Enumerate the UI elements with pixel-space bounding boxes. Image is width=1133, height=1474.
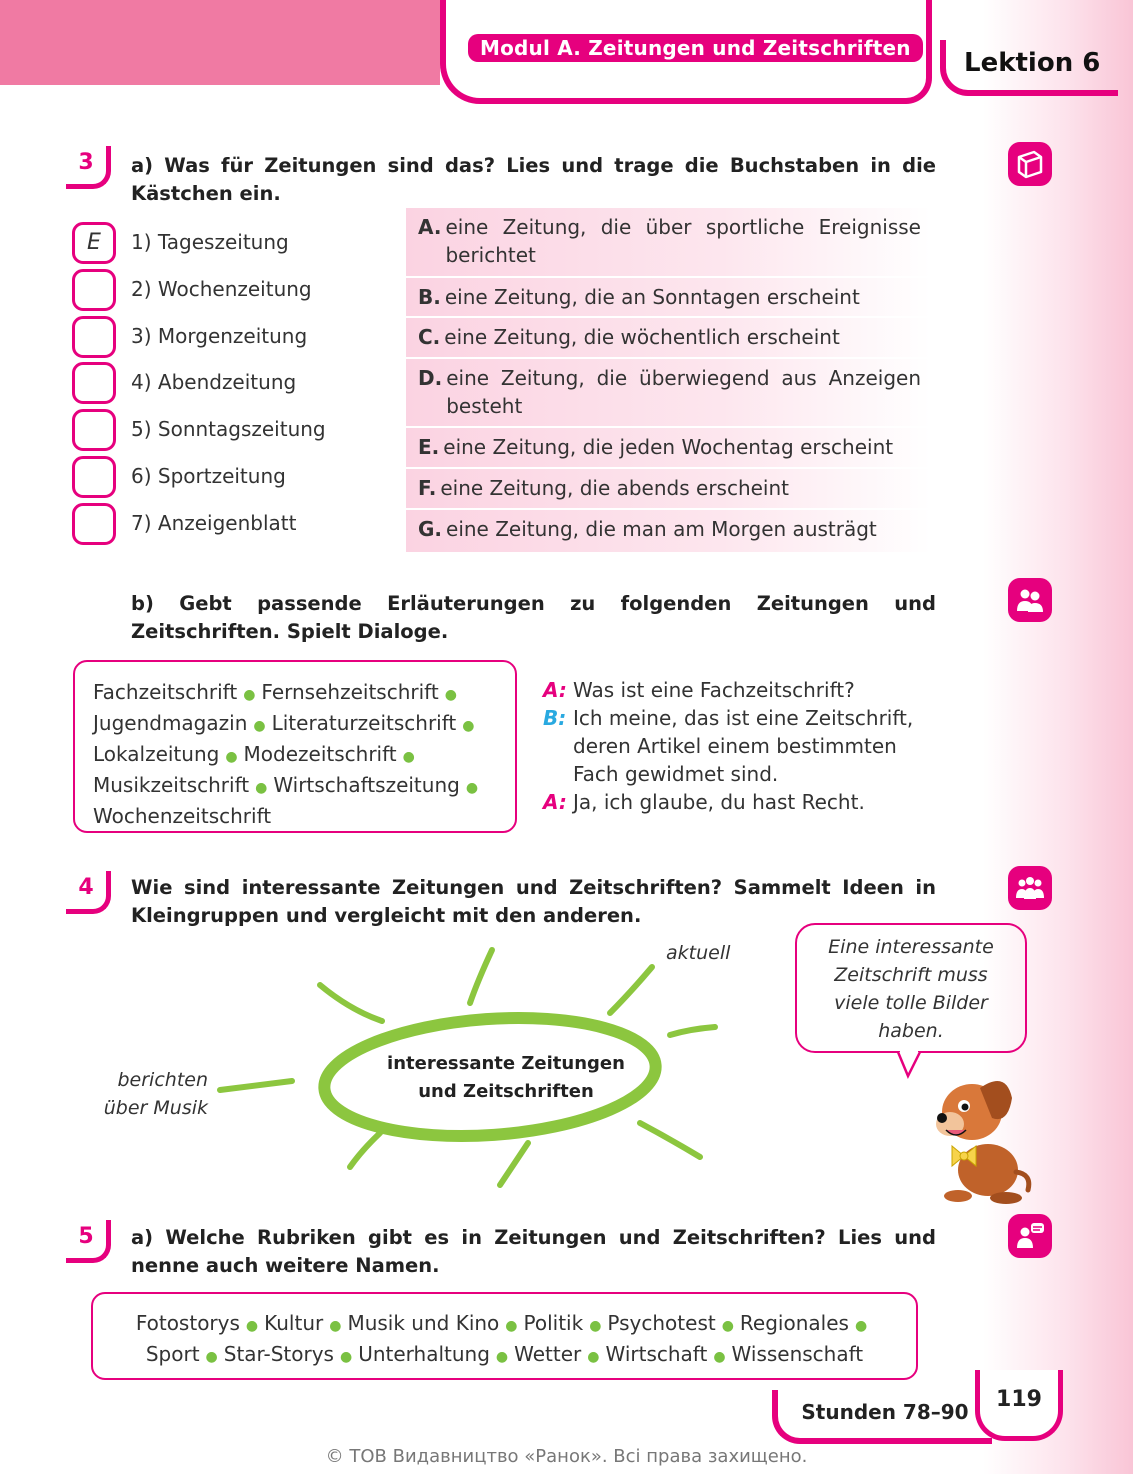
rubrik-word: Wissenschaft [731, 1342, 864, 1366]
dialog-line [543, 760, 778, 788]
magazine-word: Fachzeitschrift [93, 680, 238, 704]
answer-box[interactable] [72, 269, 116, 311]
bullet-dot: ● [713, 1349, 726, 1365]
pair-icon [1008, 578, 1052, 622]
bubble-line: haben. [878, 1020, 944, 1042]
definition-row [406, 428, 931, 469]
magazine-word: Jugendmagazin [93, 711, 248, 735]
rubrik-word: Unterhaltung [358, 1342, 490, 1366]
bullet-dot: ● [225, 749, 238, 765]
magazine-word: Lokalzeitung [93, 742, 220, 766]
word-line [93, 771, 497, 802]
definition-row [406, 510, 931, 554]
exercise-heading: Wie sind interessante Zeitungen und Zeitschriften? Sammelt Ideen in Kleingruppen und vergleicht mit den anderen. [131, 876, 936, 927]
center-line: interessante Zeitungen [387, 1053, 625, 1074]
label-line: über Musik [103, 1097, 208, 1119]
definition-letter: E. [418, 435, 440, 459]
word-line [93, 740, 497, 771]
stunden-label: Stunden 78–90 [772, 1390, 992, 1444]
bullet-dot: ● [495, 1349, 509, 1365]
dialog-line [543, 788, 865, 816]
dialog-line [543, 676, 855, 704]
bullet-dot: ● [587, 1349, 600, 1365]
exercise-heading: a) Welche Rubriken gibt es in Zeitungen und Zeitschriften? Lies und nenne auch weitere Namen. [131, 1226, 936, 1277]
exercise-number: 4 [66, 871, 111, 914]
mind-map-label: aktuell [666, 942, 731, 964]
right-margin-band [983, 0, 1133, 1474]
exercise-heading: a) Was für Zeitungen sind das? Lies und trage die Buchstaben in die Kästchen ein. [131, 154, 936, 205]
module-title: Modul A. Zeitungen und Zeitschriften [468, 34, 923, 62]
word-line [93, 709, 497, 740]
definition-letter: F. [418, 476, 437, 500]
rubrik-row [93, 1309, 916, 1340]
definition-text: eine Zeitung, die überwiegend aus Anzeigen besteht [446, 366, 921, 418]
group-icon [1008, 866, 1052, 910]
definition-row [406, 359, 931, 428]
newspaper-type: 2) Wochenzeitung [131, 276, 312, 301]
bullet-dot: ● [205, 1349, 218, 1365]
magazine-word: Fernsehzeitschrift [261, 680, 439, 704]
bullet-dot: ● [854, 1318, 868, 1334]
word-line [93, 678, 497, 709]
bullet-dot: ● [339, 1349, 353, 1365]
newspaper-type: 4) Abendzeitung [131, 370, 297, 395]
rubrik-row [93, 1340, 916, 1371]
definition-text: eine Zeitung, die jeden Wochentag erscheint [443, 435, 894, 459]
definition-row [406, 469, 931, 510]
rubrik-word: Regionales [739, 1311, 849, 1335]
bullet-dot: ● [329, 1318, 342, 1334]
talk-icon [1008, 1214, 1052, 1258]
dialog-line [543, 732, 897, 760]
newspaper-type: 1) Tageszeitung [131, 230, 289, 254]
label-line: berichten [117, 1069, 208, 1091]
rubrik-box [91, 1292, 918, 1380]
answer-box[interactable]: E [72, 222, 116, 264]
mind-map-center [380, 1050, 632, 1106]
definition-letter: B. [418, 285, 441, 309]
bullet-dot: ● [589, 1318, 602, 1334]
exercise-number: 3 [66, 146, 111, 189]
dialog-text: Ich meine, das ist eine Zeitschrift, [573, 706, 914, 730]
book-icon [1008, 142, 1052, 186]
answer-box[interactable] [72, 409, 116, 451]
bullet-dot: ● [255, 780, 268, 796]
top-pink-band [0, 0, 440, 85]
newspaper-type: 5) Sonntagszeitung [131, 417, 326, 442]
bullet-dot: ● [721, 1318, 734, 1334]
definition-letter: C. [418, 325, 441, 349]
bullet-dot: ● [465, 780, 479, 796]
exercise-heading-b: b) Gebt passende Erläuterungen zu folgenden Zeitungen und Zeitschriften. Spielt Dialoge. [131, 592, 936, 643]
definition-letter: G. [418, 517, 443, 541]
rubrik-word: Psychotest [607, 1311, 716, 1335]
newspaper-type: 6) Sportzeitung [131, 464, 286, 488]
answer-box[interactable] [72, 362, 116, 404]
definition-letter: A. [418, 215, 442, 239]
answer-box[interactable] [72, 456, 116, 498]
definition-row [406, 208, 931, 278]
bullet-dot: ● [243, 687, 256, 703]
center-line: und Zeitschriften [418, 1081, 594, 1102]
copyright: © ТОВ Видавництво «Ранок». Всі права захищено. [325, 1446, 808, 1467]
bullet-dot: ● [253, 718, 266, 734]
dog-illustration [928, 1062, 1038, 1204]
word-line [93, 802, 497, 830]
definition-text: eine Zeitung, die an Sonntagen erscheint [444, 285, 860, 309]
definition-text: eine Zeitung, die man am Morgen austrägt [446, 517, 877, 541]
bubble-line: Eine interessante [828, 936, 994, 958]
answer-box[interactable] [72, 503, 116, 545]
answer-box[interactable] [72, 316, 116, 358]
bubble-line: viele tolle Bilder [834, 992, 988, 1014]
magazine-word: Wochenzeitschrift [93, 804, 272, 828]
lesson-label: Lektion 6 [940, 40, 1118, 96]
speaker-label: A: [543, 678, 567, 702]
rubrik-word: Sport [145, 1342, 200, 1366]
definition-row [406, 278, 931, 318]
bullet-dot: ● [402, 749, 415, 765]
dialog-text: Fach gewidmet sind. [573, 762, 779, 786]
exercise-number: 5 [66, 1220, 111, 1263]
rubrik-word: Politik [523, 1311, 584, 1335]
speaker-label: A: [543, 790, 567, 814]
word-box [73, 660, 517, 833]
bullet-dot: ● [245, 1318, 259, 1334]
magazine-word: Literaturzeitschrift [271, 711, 457, 735]
definition-letter: D. [418, 366, 443, 390]
rubrik-word: Musik und Kino [347, 1311, 500, 1335]
bullet-dot: ● [444, 687, 457, 703]
magazine-word: Wirtschaftszeitung [273, 773, 460, 797]
definition-text: eine Zeitung, die abends erscheint [440, 476, 790, 500]
definition-row [406, 318, 931, 359]
bullet-dot: ● [505, 1318, 518, 1334]
rubrik-word: Wirtschaft [605, 1342, 708, 1366]
rubrik-word: Star-Storys [223, 1342, 334, 1366]
page-number: 119 [975, 1370, 1063, 1441]
dialog-text: Ja, ich glaube, du hast Recht. [573, 790, 865, 814]
speaker-label: B: [543, 706, 567, 730]
mind-map-label [60, 1066, 208, 1122]
magazine-word: Musikzeitschrift [93, 773, 250, 797]
speech-bubble [795, 923, 1027, 1053]
rubrik-word: Kultur [264, 1311, 324, 1335]
magazine-word: Modezeitschrift [243, 742, 397, 766]
newspaper-type: 7) Anzeigenblatt [131, 510, 297, 535]
rubrik-word: Wetter [514, 1342, 582, 1366]
definition-text: eine Zeitung, die wöchentlich erscheint [444, 325, 840, 349]
definition-text: eine Zeitung, die über sportliche Ereignisse berichtet [445, 215, 921, 267]
dialog-text: Was ist eine Fachzeitschrift? [573, 678, 855, 702]
bubble-line: Zeitschrift muss [834, 964, 988, 986]
bullet-dot: ● [462, 718, 475, 734]
rubrik-word: Fotostorys [135, 1311, 240, 1335]
dialog-line [543, 704, 913, 732]
newspaper-type: 3) Morgenzeitung [131, 323, 308, 348]
dialog-text: deren Artikel einem bestimmten [573, 734, 897, 758]
